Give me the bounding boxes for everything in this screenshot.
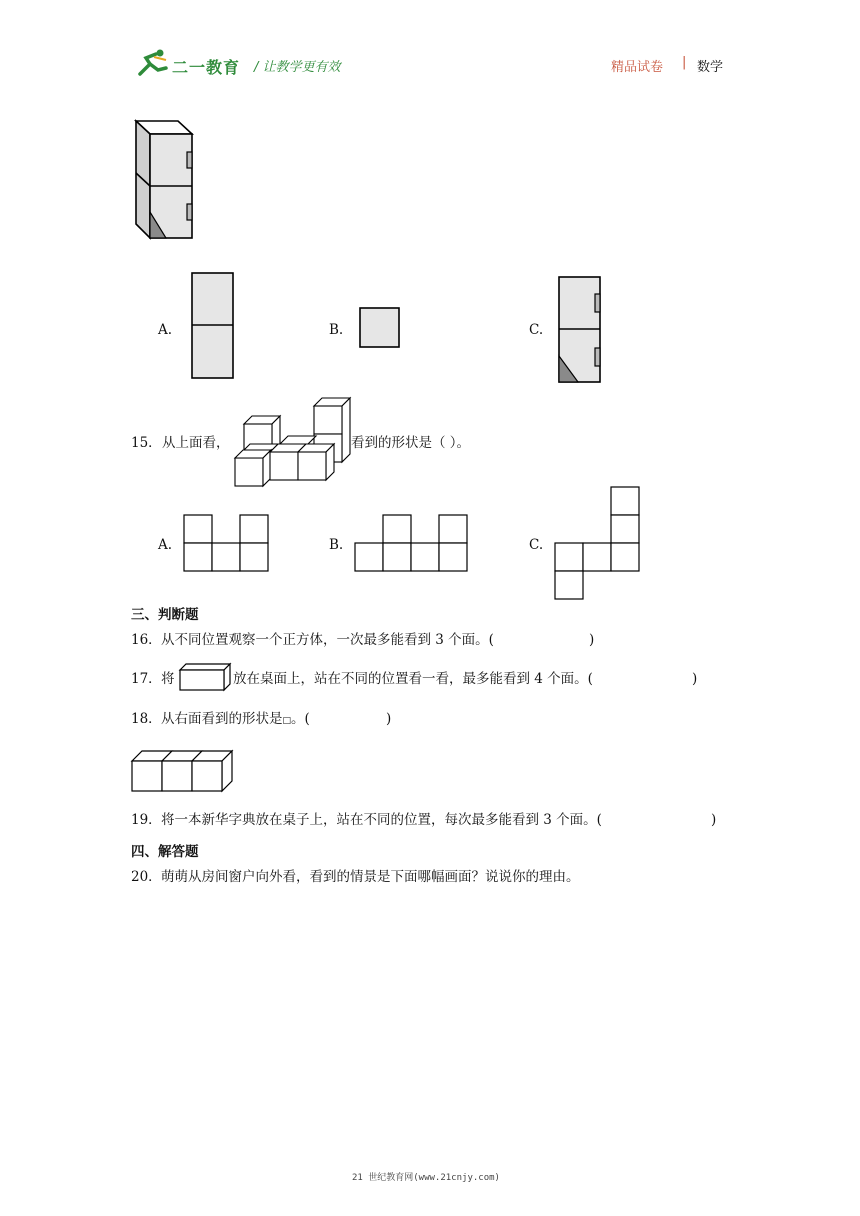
q19-close: ) [711,812,717,828]
q19-answer-blank[interactable] [654,811,708,829]
q14-option-a-figure[interactable] [191,272,235,380]
badge-label: 精品试卷 [611,60,664,75]
q15-prefix: 从上面看， [162,435,230,451]
q17-prefix: 将 [161,671,175,687]
q17-answer-blank[interactable] [636,670,690,688]
q18-answer-blank[interactable] [330,710,384,728]
q15-number: 15． [131,435,162,451]
slogan: / 让教学更有效 [254,60,341,75]
q14-option-c-label[interactable]: C. [529,322,544,338]
q16-answer-blank[interactable] [534,631,588,649]
q15-cube-figure [234,396,352,488]
q17-suffix: 放在桌面上，站在不同的位置看一看，最多能看到 4 个面。( [233,671,593,687]
q18-cube-row-figure [131,744,235,792]
q14-option-a-label[interactable]: A. [158,322,173,338]
q16-number: 16． [131,632,162,648]
q19-number: 19． [131,812,162,828]
q16-close: ) [589,632,595,648]
page-footer: 21 世纪教育网(www.21cnjy.com) [352,1173,500,1183]
q15-option-a-figure[interactable] [183,514,269,572]
q18-text-main: 从右面看到的形状是 [161,711,283,727]
q17-close: ) [692,671,698,687]
header-separator: | [682,55,687,70]
q15-option-c-label[interactable]: C. [529,537,544,553]
q20-text: 萌萌从房间窗户向外看，看到的情景是下面哪幅画面？说说你的理由。 [161,869,580,885]
q18-close: ) [386,711,392,727]
q18-number: 18． [131,711,162,727]
section-4-title: 四、解答题 [131,844,199,860]
logo-text: 二一教育 [172,58,241,77]
q15-option-a-label[interactable]: A. [158,537,173,553]
q18-tail: 。( [291,711,310,727]
q19-text: 将一本新华字典放在桌子上，站在不同的位置，每次最多能看到 3 个面。( [161,812,602,828]
runner-logo-icon [136,48,172,78]
q18-text [161,710,310,730]
q14-option-b-figure[interactable] [359,307,401,349]
q14-option-c-figure[interactable] [558,276,602,384]
q15-option-c-figure[interactable] [554,486,640,600]
q16-text: 从不同位置观察一个正方体，一次最多能看到 3 个面。( [161,632,494,648]
q18-square: □ [282,716,292,726]
q15-option-b-label[interactable]: B. [329,537,344,553]
q15-option-b-figure[interactable] [354,514,468,572]
q15-suffix: 看到的形状是（ ）。 [351,435,471,451]
q20-number: 20． [131,869,162,885]
subject-label: 数学 [697,60,724,75]
q17-box-figure [178,662,232,692]
section-3-title: 三、判断题 [131,607,199,623]
q17-number: 17． [131,671,162,687]
q14-option-b-label[interactable]: B. [329,322,344,338]
q14-cabinet-figure [132,118,196,242]
slogan-text: 让教学更有效 [262,60,341,75]
